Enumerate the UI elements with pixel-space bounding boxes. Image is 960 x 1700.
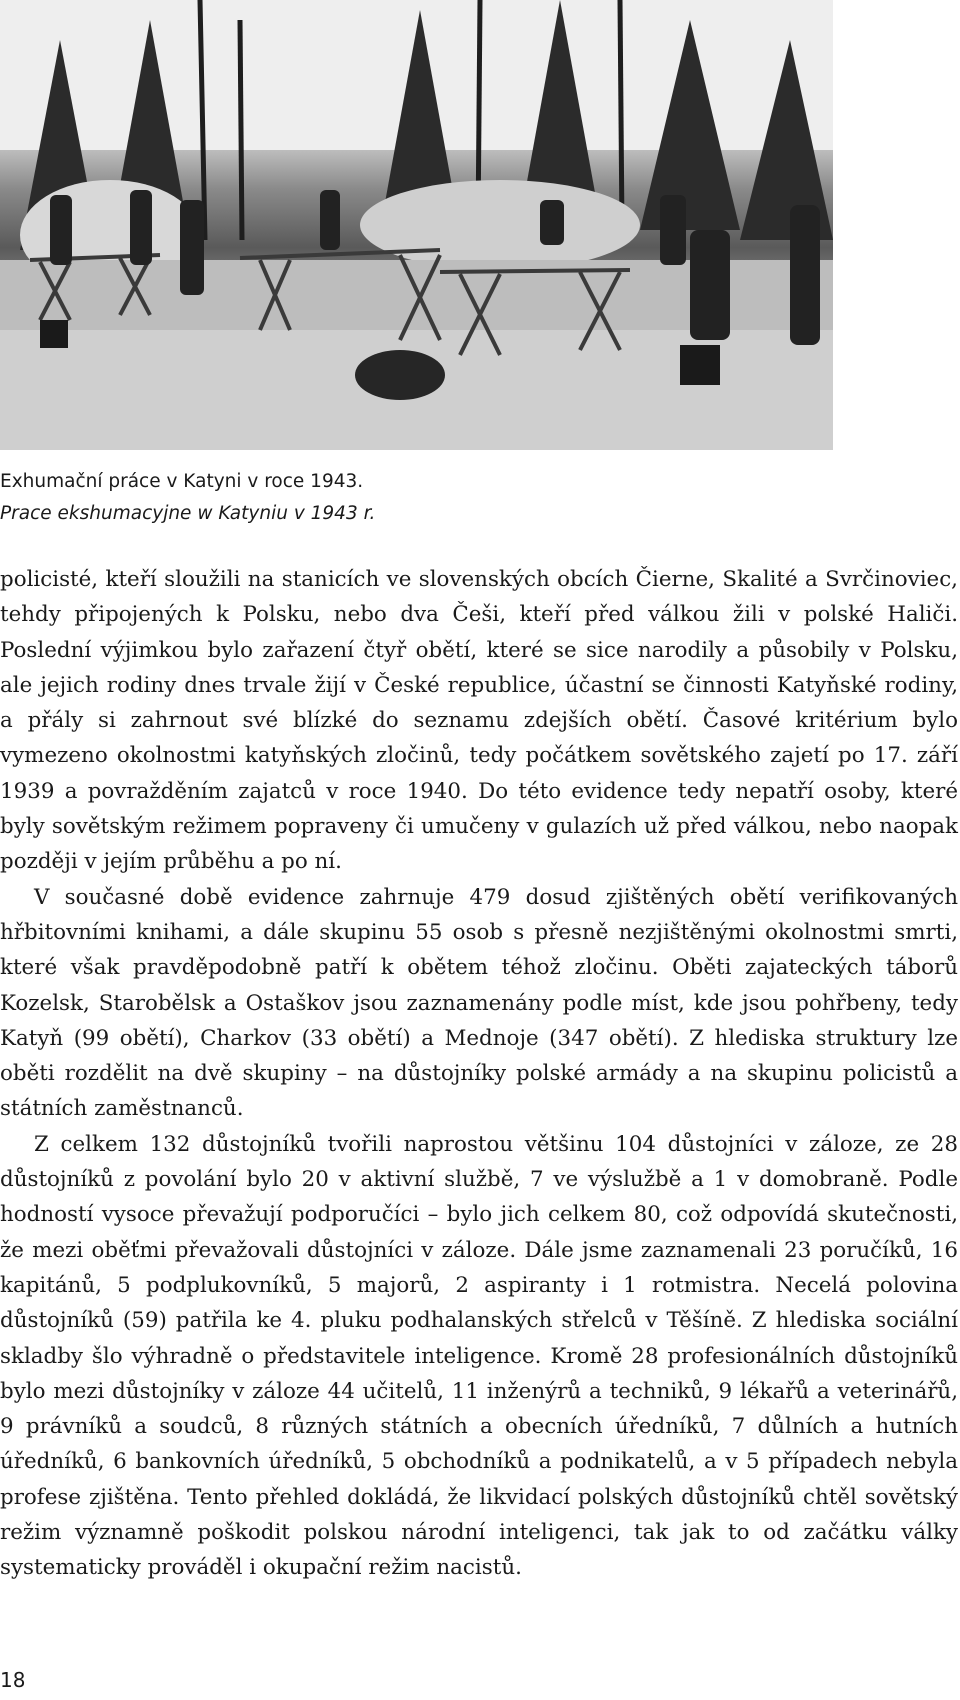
paragraph-2: V současné době evidence zahrnuje 479 dosud zjištěných obětí verifikovaných hřbitovními knihami, a dále skupinu 55 osob s přesně nezjištěnými okolnostmi smrti, které však pravděpodobně patří k obětem téhož zločinu. Oběti zajateckých táborů Kozelsk, Starobělsk a Ostaškov jsou zaznamenány podle míst, kde jsou pohřbeny, tedy Katyň (99 obětí), Charkov (33 obětí) a Mednoje (347 obětí). Z hlediska struktury lze oběti rozdělit na dvě skupiny – na důstojníky polské armády a na skupinu policistů a státních zaměstnanců. [0,884,958,1122]
paragraph-3: Z celkem 132 důstojníků tvořili naprostou většinu 104 důstojníci v záloze, ze 28 důstojníků z povolání bylo 20 v aktivní službě, 7 ve výslužbě a 1 v domobraně. Podle hodností vysoce převažují podporučíci – bylo jich celkem 80, což odpovídá skutečnosti, že mezi oběťmi převažovali důstojníci v záloze. Dále jsme zaznamenali 23 poručíků, 16 kapitánů, 5 podplukovníků, 5 majorů, 2 aspiranty i 1 rotmistra. Necelá polovina důstojníků (59) patřila ke 4. pluku podhalanských střelců v Těšíně. Z hlediska sociální skladby šlo výhradně o představitele inteligence. Kromě 28 profesionálních důstojníků bylo mezi důstojníky v záloze 44 učitelů, 11 inženýrů a techniků, 9 lékařů a veterinářů, 9 právníků a soudců, 8 různých státních a obecních úředníků, 7 důlních a hutních úředníků, 6 bankovních úředníků, 5 obchodníků a podnikatelů, a v 5 případech nebyla profese zjištěna. Tento přehled dokládá, že likvidací polských důstojníků chtěl sovětský režim významně poškodit polskou národní inteligenci, tak jak to od začátku války systematicky prováděl i okupační režim nacistů. [0,1131,958,1581]
paragraph-1: policisté, kteří sloužili na stanicích ve slovenských obcích Čierne, Skalité a Svrčinoviec, tehdy připojených k Polsku, nebo dva Češi, kteří před válkou žili v polské Haliči. Poslední výjimkou bylo zařazení čtyř obětí, které se sice narodily a působily v Polsku, ale jejich rodiny dnes trvale žijí v České republice, účastní se činnosti Katyňské rodiny, a přály si zahrnout své blízké do seznamu zdejších obětí. Časové kritérium bylo vymezeno okolnostmi katyňských zločinů, tedy počátkem sovětského zajetí po 17. září 1939 a povražděním zajatců v roce 1940. Do této evidence tedy nepatří osoby, které byly sovětským režimem popraveny či umučeny v gulazích už před válkou, nebo naopak později v jejím průběhu a po ní. [0,567,958,875]
caption-polish: Prace ekshumacyjne w Katyniu v 1943 r. [0,503,376,524]
photo-illustration [0,0,833,450]
exhumation-photo [0,0,833,450]
page-number: 18 [0,1668,26,1692]
photo-caption [0,466,833,530]
caption-czech: Exhumační práce v Katyni v roce 1943. [0,471,364,492]
body-text [0,562,958,1586]
